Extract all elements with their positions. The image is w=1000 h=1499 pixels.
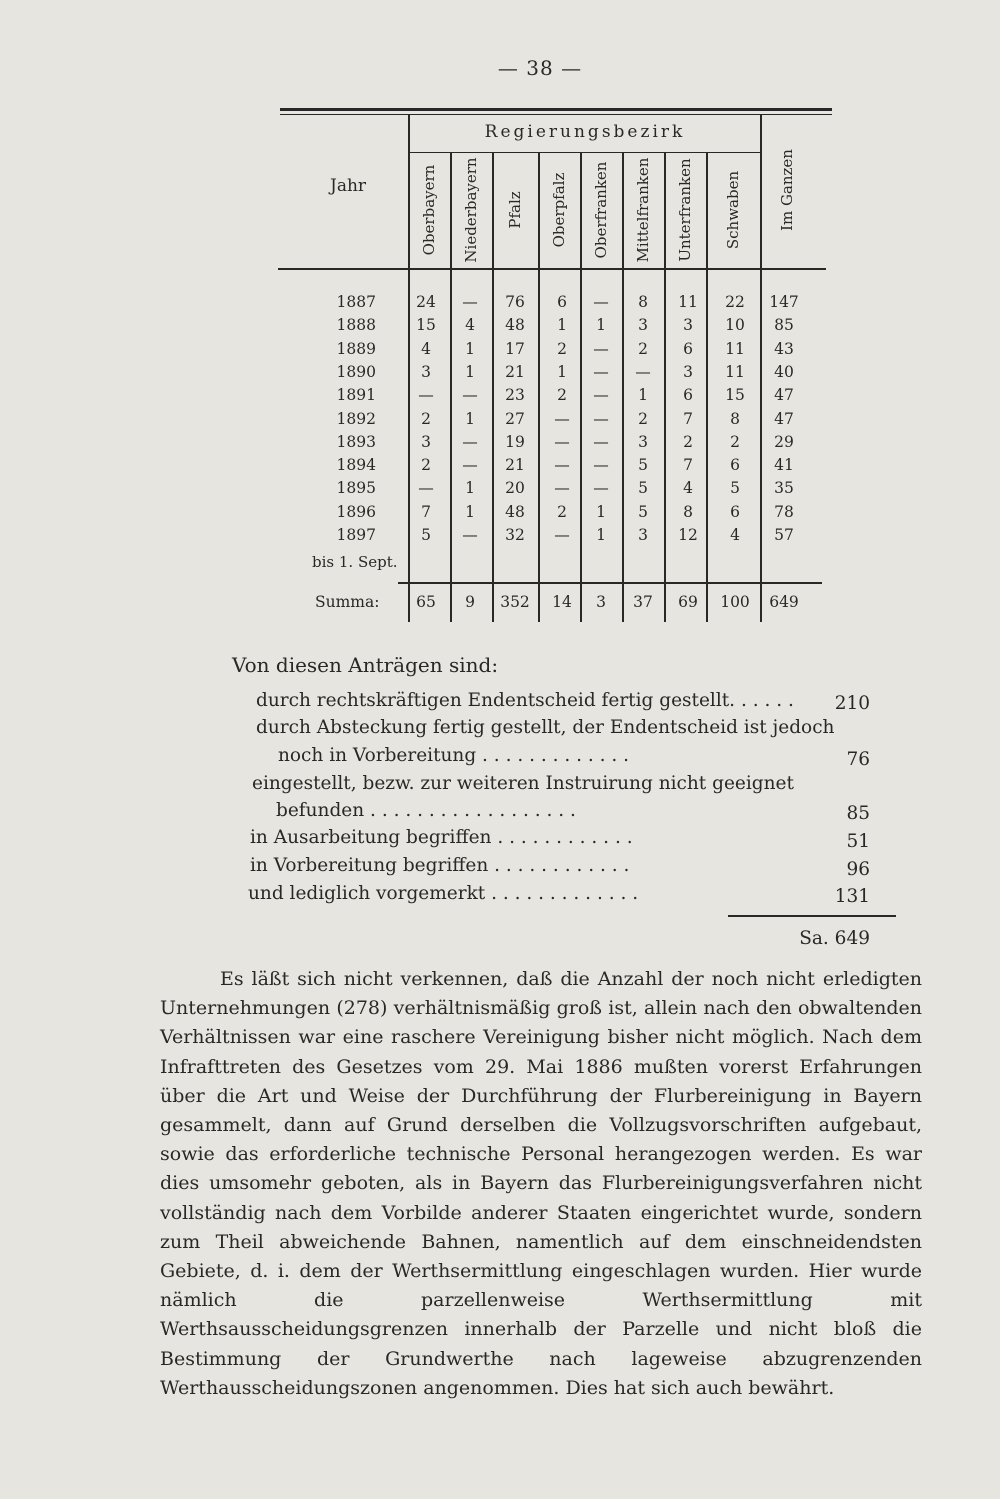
table-cell: 12 <box>678 526 698 544</box>
summary-value: 51 <box>846 831 870 852</box>
year-note: bis 1. Sept. <box>312 553 398 571</box>
total-rule <box>728 915 896 917</box>
group-header-rule <box>410 152 760 153</box>
table-cell: — <box>554 526 570 544</box>
table-cell: 17 <box>505 339 525 358</box>
table-cell: 6 <box>557 293 567 311</box>
summary-item: eingestellt, bezw. zur weiteren Instruirung nicht geeignet <box>252 773 794 794</box>
column-header: Pfalz <box>506 191 524 229</box>
table-cell: 47 <box>774 386 794 405</box>
table-cell: — <box>635 362 651 381</box>
table-cell: — <box>554 432 570 451</box>
summa-cell: 69 <box>678 593 698 611</box>
table-cell: 2 <box>683 432 693 451</box>
table-cell: 5 <box>638 479 648 498</box>
table-cell: 5 <box>730 479 740 498</box>
table-cell: 57 <box>774 526 794 544</box>
table-cell: 7 <box>683 456 693 475</box>
table-cell: 6 <box>683 386 693 405</box>
table-cell: 1 <box>465 479 475 498</box>
table-cell: 48 <box>505 502 525 521</box>
table-cell: 2 <box>421 456 431 475</box>
table-cell: 24 <box>416 293 436 311</box>
group-header: Regierungsbezirk <box>484 122 686 142</box>
col-divider <box>622 152 624 622</box>
table-cell: 11 <box>678 293 698 311</box>
table-cell: 27 <box>505 409 525 428</box>
column-header: Oberfranken <box>592 161 610 259</box>
table-cell: 3 <box>421 362 431 381</box>
row-year: 1892 <box>336 409 376 428</box>
table-cell: 2 <box>730 432 740 451</box>
body-paragraph: Es läßt sich nicht verkennen, daß die Anzahl der noch nicht erledigten Unternehmungen (278) verhältnismäßig groß ist, allein nach den obwaltenden Verhältnissen war eine raschere Vereinigung bisher nicht möglich. Nach dem Infrafttreten des Gesetzes vom 29. Mai 1886 mußten vorerst Erfahrungen über die Art und Weise der Durchführung der Flurbereinigung in Bayern gesammelt, dann auf Grund derselben die Vollzugsvorschriften aufgebaut, sowie das erforderliche technische Personal herangezogen werden. Es war dies umsomehr geboten, als in Bayern das Flurbereinigungsverfahren nicht vollständig nach dem Vorbilde anderer Staaten eingerichtet wurde, sondern zum Theil abweichende Bahnen, namentlich auf dem einschneidendsten Gebiete, d. i. dem der Werthsermittlung eingeschlagen wurden. Hier wurde nämlich die parzellenweise Werthsermittlung mit Werthsausscheidungsgrenzen innerhalb der Parzelle und nicht bloß die Bestimmung der Grundwerthe nach lageweise abzugrenzenden Werthausscheidungszonen angenommen. Dies hat sich auch bewährt. <box>160 968 922 1399</box>
column-header: Oberbayern <box>420 164 438 256</box>
table-cell: — <box>462 456 478 475</box>
col-divider <box>408 114 410 622</box>
summa-cell: 65 <box>416 593 436 611</box>
summary-item: in Vorbereitung begriffen . . . . . . . . . . . . <box>250 855 630 876</box>
table-cell: 22 <box>725 293 745 311</box>
summary-item-cont: noch in Vorbereitung . . . . . . . . . . . . . <box>278 745 630 766</box>
table-cell: — <box>593 409 609 428</box>
table-cell: — <box>593 293 609 311</box>
summary-item: durch Absteckung fertig gestellt, der Endentscheid ist jedoch <box>256 717 835 738</box>
table-cell: 48 <box>505 316 525 335</box>
table-cell: 10 <box>725 316 745 335</box>
column-header: Im Ganzen <box>778 149 796 231</box>
table-cell: 1 <box>557 316 567 335</box>
table-cell: 21 <box>505 456 525 475</box>
row-year: 1896 <box>336 502 376 521</box>
summa-cell: 37 <box>633 593 653 611</box>
column-header: Mittelfranken <box>634 157 652 263</box>
table-cell: 1 <box>596 502 606 521</box>
row-year: 1889 <box>336 339 376 358</box>
summa-cell: 352 <box>500 593 530 611</box>
table-cell: — <box>593 339 609 358</box>
table-cell: — <box>593 362 609 381</box>
table-cell: 4 <box>683 479 693 498</box>
table-cell: 6 <box>683 339 693 358</box>
row-year: 1890 <box>336 362 376 381</box>
table-cell: 4 <box>730 526 740 544</box>
table-cell: 1 <box>465 339 475 358</box>
table-cell: 4 <box>465 316 475 335</box>
row-year: 1897 <box>336 526 376 544</box>
table-cell: 2 <box>638 339 648 358</box>
table-cell: 3 <box>683 362 693 381</box>
table-cell: 2 <box>557 386 567 405</box>
summa-cell: 3 <box>596 593 606 611</box>
table-cell: — <box>593 479 609 498</box>
table-cell: — <box>462 386 478 405</box>
table-cell: 6 <box>730 502 740 521</box>
table-cell: 41 <box>774 456 794 475</box>
row-year: 1888 <box>336 316 376 335</box>
summary-value: 85 <box>846 803 870 824</box>
summa-cell: 14 <box>552 593 572 611</box>
table-cell: 6 <box>730 456 740 475</box>
col-divider <box>450 152 452 622</box>
table-cell: 85 <box>774 316 794 335</box>
table-cell: 2 <box>557 339 567 358</box>
col-divider <box>706 152 708 622</box>
column-header: Unterfranken <box>676 158 694 262</box>
table-cell: 19 <box>505 432 525 451</box>
summary-item: durch rechtskräftigen Endentscheid fertig gestellt. . . . . . <box>256 690 794 711</box>
summa-label: Summa: <box>315 593 380 611</box>
table-cell: 2 <box>638 409 648 428</box>
table-cell: 3 <box>683 316 693 335</box>
table-cell: 15 <box>416 316 436 335</box>
row-year: 1894 <box>336 456 376 475</box>
column-header-jahr: Jahr <box>330 176 367 196</box>
table-cell: 11 <box>725 362 745 381</box>
table-cell: 1 <box>638 386 648 405</box>
page-number: — 38 — <box>497 56 583 80</box>
col-divider <box>580 152 582 622</box>
table-cell: — <box>593 432 609 451</box>
summary-item: in Ausarbeitung begriffen . . . . . . . . . . . . <box>250 827 633 848</box>
table-cell: 78 <box>774 502 794 521</box>
table-cell: — <box>593 386 609 405</box>
table-cell: — <box>462 432 478 451</box>
table-top-rule-thin <box>280 114 832 115</box>
row-year: 1895 <box>336 479 376 498</box>
table-cell: 2 <box>557 502 567 521</box>
summary-value: 76 <box>846 749 870 770</box>
summary-value: 96 <box>846 859 870 880</box>
table-cell: 1 <box>596 526 606 544</box>
summa-cell: 100 <box>720 593 750 611</box>
table-cell: 35 <box>774 479 794 498</box>
col-divider <box>538 152 540 622</box>
table-cell: — <box>418 479 434 498</box>
table-cell: 43 <box>774 339 794 358</box>
table-cell: — <box>462 293 478 311</box>
table-cell: — <box>554 409 570 428</box>
col-divider <box>492 152 494 622</box>
table-cell: 1 <box>465 362 475 381</box>
header-bottom-rule <box>278 268 826 270</box>
table-cell: 5 <box>638 456 648 475</box>
table-cell: 20 <box>505 479 525 498</box>
summa-cell: 9 <box>465 593 475 611</box>
column-header: Oberpfalz <box>550 172 568 248</box>
row-year: 1891 <box>336 386 376 405</box>
table-cell: 1 <box>465 409 475 428</box>
table-cell: 47 <box>774 409 794 428</box>
table-cell: 1 <box>557 362 567 381</box>
table-cell: 76 <box>505 293 525 311</box>
table-cell: 147 <box>769 293 799 311</box>
table-cell: 2 <box>421 409 431 428</box>
table-cell: — <box>418 386 434 405</box>
table-cell: 8 <box>730 409 740 428</box>
col-divider <box>664 152 666 622</box>
column-header: Schwaben <box>724 170 742 250</box>
table-cell: 5 <box>421 526 431 544</box>
table-cell: — <box>554 479 570 498</box>
row-year: 1887 <box>336 293 376 311</box>
table-cell: 3 <box>421 432 431 451</box>
table-cell: 11 <box>725 339 745 358</box>
table-cell: 3 <box>638 526 648 544</box>
table-cell: 15 <box>725 386 745 405</box>
col-divider <box>760 114 762 622</box>
table-cell: 5 <box>638 502 648 521</box>
table-cell: — <box>593 456 609 475</box>
summary-intro: Von diesen Anträgen sind: <box>232 653 499 677</box>
table-cell: 7 <box>421 502 431 521</box>
table-cell: 29 <box>774 432 794 451</box>
table-cell: 21 <box>505 362 525 381</box>
table-cell: 1 <box>465 502 475 521</box>
summary-value: 131 <box>834 886 870 907</box>
summary-item-cont: befunden . . . . . . . . . . . . . . . . . . <box>276 800 576 821</box>
summary-value: 210 <box>834 693 870 714</box>
summa-rule <box>398 582 822 584</box>
table-top-rule <box>280 108 832 111</box>
summary-item: und lediglich vorgemerkt . . . . . . . . . . . . . <box>248 883 639 904</box>
table-cell: 7 <box>683 409 693 428</box>
table-cell: 1 <box>596 316 606 335</box>
table-cell: 4 <box>421 339 431 358</box>
summary-total: Sa. 649 <box>799 928 870 949</box>
summa-cell: 649 <box>769 593 799 611</box>
row-year: 1893 <box>336 432 376 451</box>
column-header: Niederbayern <box>462 157 480 263</box>
table-cell: — <box>462 526 478 544</box>
table-cell: 3 <box>638 432 648 451</box>
table-cell: 32 <box>505 526 525 544</box>
table-cell: 8 <box>638 293 648 311</box>
table-cell: 23 <box>505 386 525 405</box>
table-cell: — <box>554 456 570 475</box>
table-cell: 40 <box>774 362 794 381</box>
table-cell: 8 <box>683 502 693 521</box>
table-cell: 3 <box>638 316 648 335</box>
